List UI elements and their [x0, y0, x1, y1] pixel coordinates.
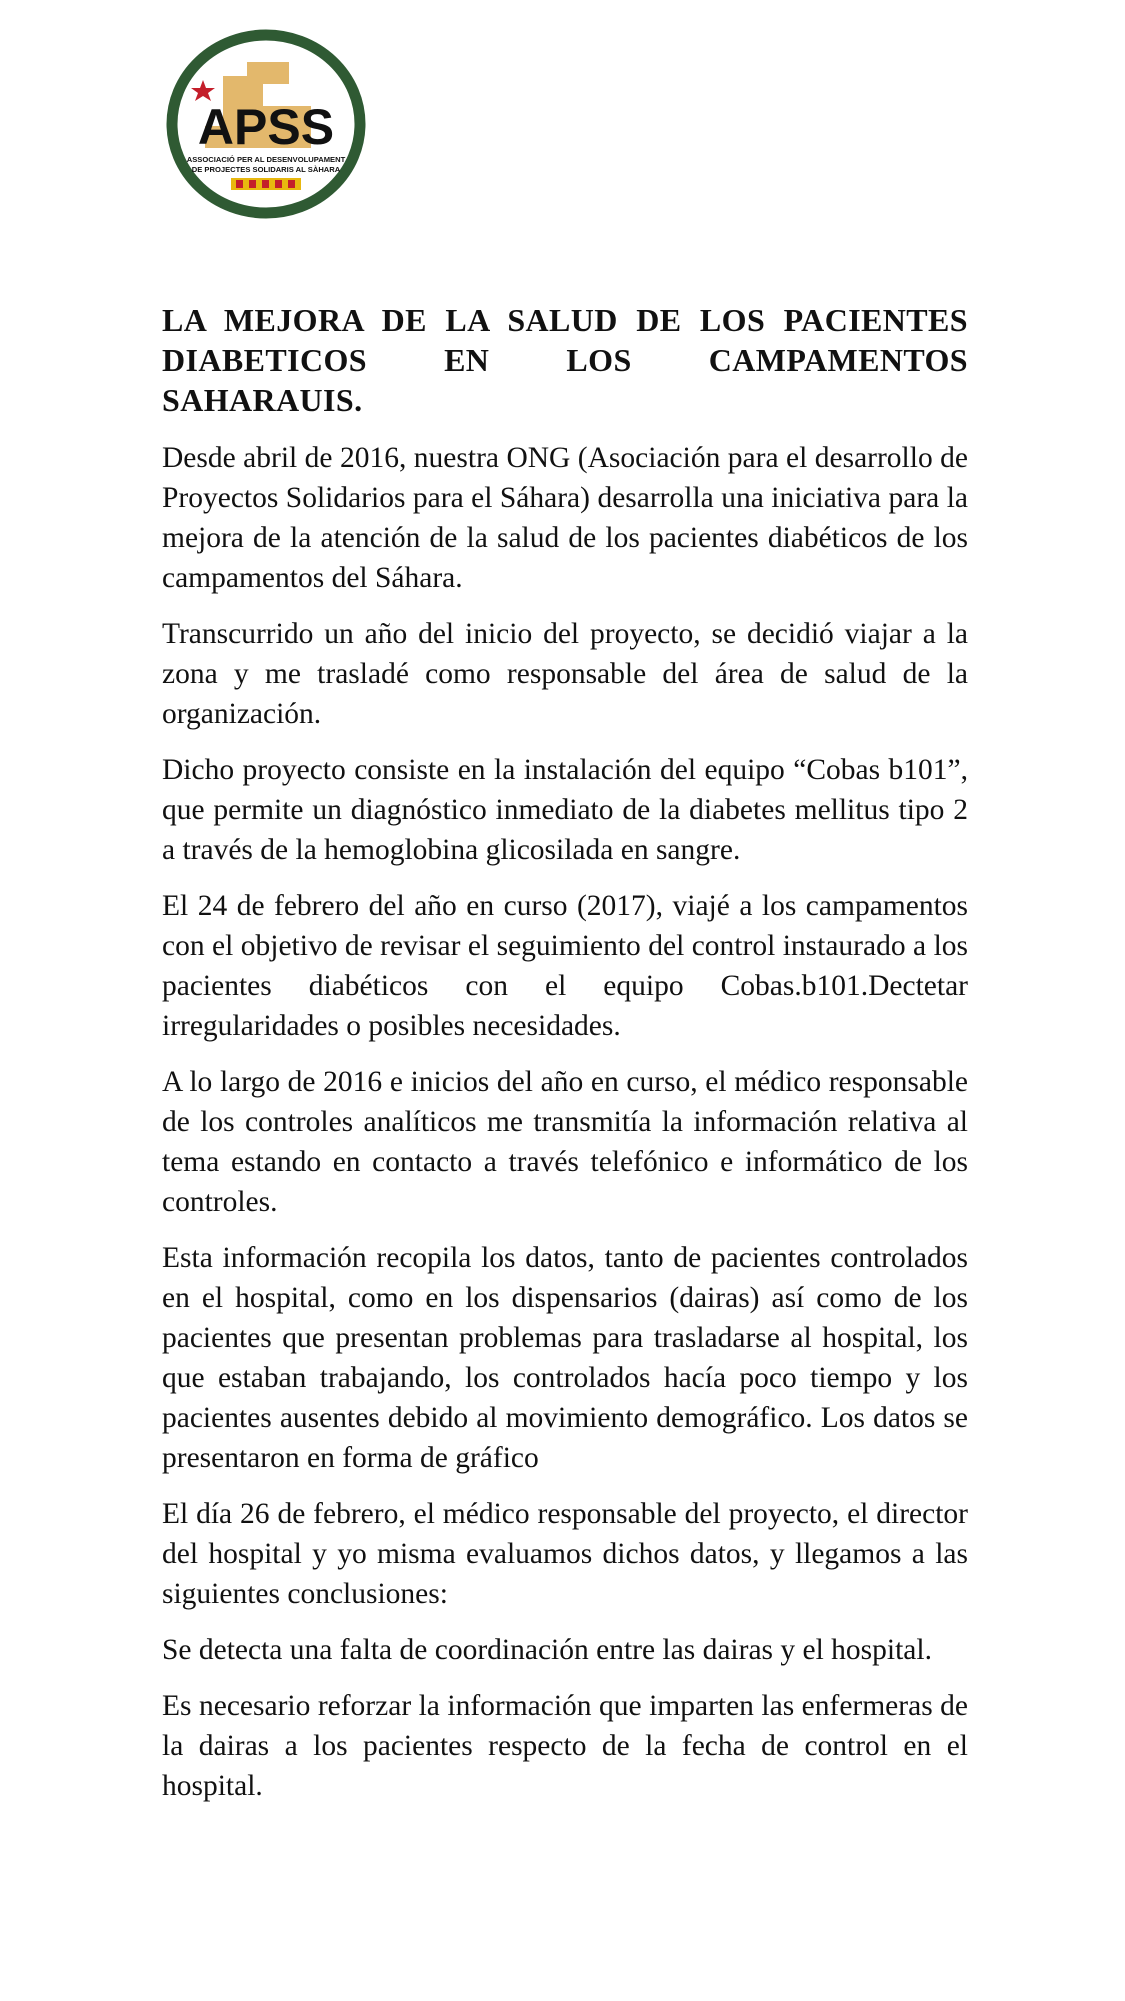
- logo-caption-line2: DE PROJECTES SOLIDARIS AL SÀHARA: [191, 165, 341, 174]
- paragraph-conclusion-1: Se detecta una falta de coordinación entre las dairas y el hospital.: [162, 1634, 932, 1666]
- document-title: LA MEJORA DE LA SALUD DE LOS PACIENTES DIABETICOS EN LOS CAMPAMENTOS SAHARAUIS.: [162, 302, 968, 418]
- logo-acronym: APSS: [197, 99, 335, 155]
- paragraph-data: Esta información recopila los datos, tanto de pacientes controlados en el hospital, como en los dispensarios (dairas) así como de los pacientes que presentan problemas para trasladarse al hospital, los que estaban trabajando, los controlados hacía poco tiempo y los pacientes ausentes debido al movimiento demográfico. Los datos se presentaron en forma de gráfico: [162, 1242, 968, 1474]
- paragraph-intro: Desde abril de 2016, nuestra ONG (Asociación para el desarrollo de Proyectos Solidarios para el Sáhara) desarrolla una iniciativa para la mejora de la atención de la salud de los pacientes diabéticos de los campamentos del Sáhara.: [162, 442, 968, 594]
- paragraph-visit: El 24 de febrero del año en curso (2017), viajé a los campamentos con el objetivo de revisar el seguimiento del control instaurado a los pacientes diabéticos con el equipo Cobas.b101.Dectetar irregularidades o posibles necesidades.: [162, 890, 968, 1042]
- paragraph-evaluation: El día 26 de febrero, el médico responsable del proyecto, el director del hospital y yo misma evaluamos dichos datos, y llegamos a las siguientes conclusiones:: [162, 1498, 968, 1610]
- document-body: [162, 300, 968, 1822]
- apss-logo-graphic: [165, 28, 367, 220]
- apss-logo: [165, 28, 367, 220]
- paragraph-conclusion-2: Es necesario reforzar la información que imparten las enfermeras de la dairas a los pacientes respecto de la fecha de control en el hospital.: [162, 1690, 968, 1802]
- logo-flag-stripes: [231, 178, 301, 190]
- paragraph-project: Dicho proyecto consiste en la instalación del equipo “Cobas b101”, que permite un diagnóstico inmediato de la diabetes mellitus tipo 2 a través de la hemoglobina glicosilada en sangre.: [162, 754, 968, 866]
- logo-caption-line1: ASSOCIACIÓ PER AL DESENVOLUPAMENT: [186, 155, 346, 164]
- paragraph-trip: Transcurrido un año del inicio del proyecto, se decidió viajar a la zona y me trasladé como responsable del área de salud de la organización.: [162, 618, 968, 730]
- paragraph-contact: A lo largo de 2016 e inicios del año en curso, el médico responsable de los controles analíticos me transmitía la información relativa al tema estando en contacto a través telefónico e informático de los controles.: [162, 1066, 968, 1218]
